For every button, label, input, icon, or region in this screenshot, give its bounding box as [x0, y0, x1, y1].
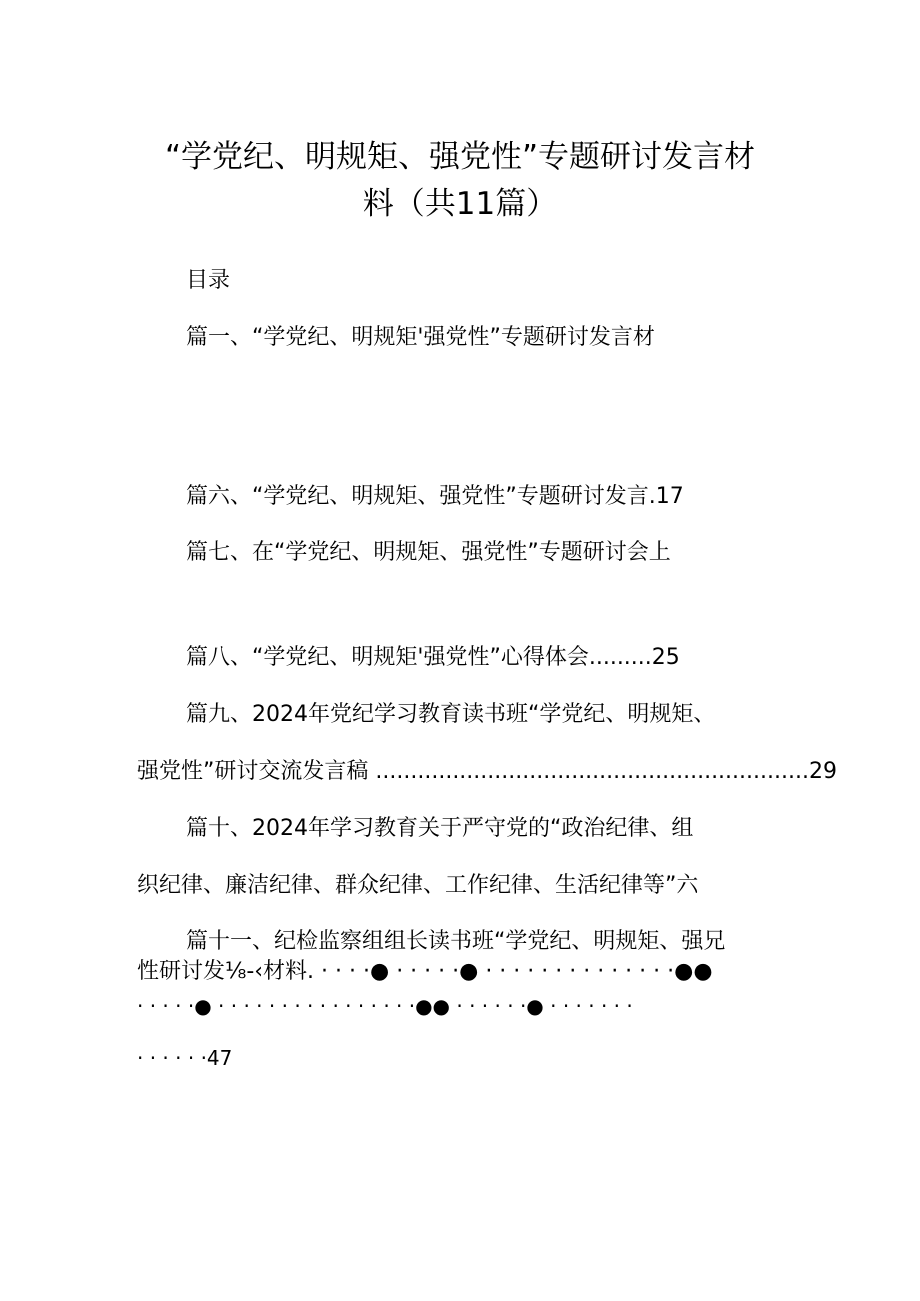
toc-entry-11-continued: 性研讨发⅛-‹材料. · · · ·● · · · · ·● · · · · · · · · · · · · · ·●● — [137, 959, 713, 984]
toc-entry-10-continued: 织纪律、廉洁纪律、群众纪律、工作纪律、生活纪律等”六 — [137, 873, 699, 898]
toc-entry-10: 篇十、2024年学习教育关于严守党的“政治纪律、组 — [186, 816, 694, 841]
toc-entry-6: 篇六、“学党纪、明规矩、强党性”专题研讨发言.17 — [186, 484, 684, 509]
toc-entry-8: 篇八、“学党纪、明规矩'强党性”心得体会.........25 — [186, 645, 680, 670]
toc-entry-1: 篇一、“学党纪、明规矩'强党性”专题研讨发言材 — [186, 325, 655, 350]
document-title-line-1: “学党纪、明规矩、强党性”专题研讨发言材 — [164, 139, 756, 175]
toc-entry-11-leader-dots: · · · · ·● · · · · · · · · · · · · · · · ·●● · · · · · ·● · · · · · · · — [137, 994, 633, 1018]
toc-entry-11-page-number: · · · · · ·47 — [137, 1046, 233, 1070]
document-title-line-2: 料（共11篇） — [362, 186, 558, 222]
toc-entry-7: 篇七、在“学党纪、明规矩、强党性”专题研讨会上 — [186, 540, 671, 565]
toc-entry-9: 篇九、2024年党纪学习教育读书班“学党纪、明规矩、 — [186, 702, 716, 727]
toc-heading: 目录 — [186, 268, 231, 293]
toc-entry-11: 篇十一、纪检监察组组长读书班“学党纪、明规矩、强兄 — [186, 929, 726, 954]
toc-entry-9-continued: 强党性”研讨交流发言稿 ..............................................................29 — [137, 759, 837, 784]
